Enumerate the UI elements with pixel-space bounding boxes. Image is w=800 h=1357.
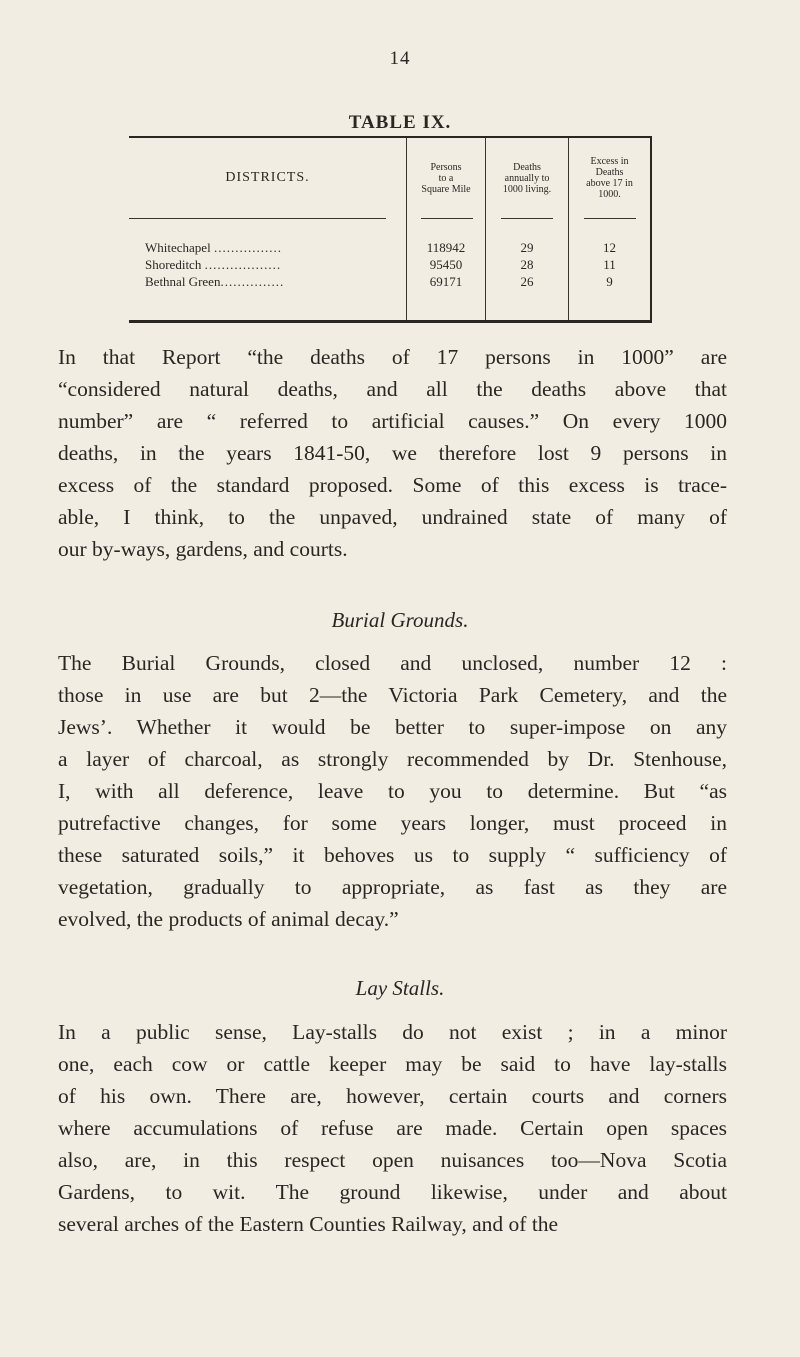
- header-excess: [569, 138, 650, 218]
- header-excess-line: Excess in: [590, 156, 629, 167]
- text-line: “considered natural deaths, and all the deaths above that: [58, 377, 727, 401]
- paragraph-burial-grounds: [58, 647, 727, 935]
- text-line: evolved, the products of animal decay.”: [58, 907, 399, 931]
- text-line: number” are “ referred to artificial causes.” On every 1000: [58, 409, 727, 433]
- district-name: Shoreditch: [145, 257, 202, 272]
- excess-cell: 9: [606, 274, 613, 289]
- excess-cell: 11: [603, 257, 616, 272]
- section-heading-lay-stalls: Lay Stalls.: [355, 976, 445, 1000]
- table-row: [129, 257, 650, 274]
- header-rule: [501, 218, 553, 219]
- text-line: where accumulations of refuse are made. Certain open spaces: [58, 1116, 727, 1140]
- header-rule: [129, 218, 386, 219]
- table-row: [129, 274, 650, 291]
- table-title: TABLE IX.: [348, 112, 452, 133]
- district-name: Whitechapel: [145, 240, 211, 255]
- header-deaths-line: annually to: [504, 172, 550, 184]
- statistics-table: [129, 136, 652, 323]
- table-row: [129, 240, 650, 257]
- text-line: these saturated soils,” it behoves us to supply “ sufficiency of: [58, 843, 727, 867]
- header-excess-line: Deaths: [595, 167, 624, 178]
- header-deaths: [486, 138, 568, 218]
- dot-leader: ..................: [204, 257, 282, 272]
- excess-cell: 12: [603, 240, 616, 255]
- text-line: I, with all deference, leave to you to determine. But “as: [58, 779, 727, 803]
- text-line: one, each cow or cattle keeper may be said to have lay-stalls: [58, 1052, 727, 1076]
- text-line: able, I think, to the unpaved, undrained state of many of: [58, 505, 727, 529]
- text-line: several arches of the Eastern Counties Railway, and of the: [58, 1212, 559, 1236]
- header-rule: [421, 218, 473, 219]
- persons-cell: 118942: [426, 240, 466, 255]
- paragraph-report: [58, 341, 727, 565]
- header-excess-line: 1000.: [598, 189, 621, 200]
- deaths-cell: 28: [520, 257, 534, 272]
- text-line: of his own. There are, however, certain courts and corners: [58, 1084, 727, 1108]
- header-excess-line: above 17 in: [586, 178, 633, 189]
- header-persons: [407, 138, 485, 218]
- header-persons-line: to a: [438, 172, 454, 184]
- header-persons-line: Persons: [430, 161, 462, 173]
- text-line: also, are, in this respect open nuisances too—Nova Scotia: [58, 1148, 727, 1172]
- text-line: vegetation, gradually to appropriate, as fast as they are: [58, 875, 727, 899]
- text-line: deaths, in the years 1841-50, we therefore lost 9 persons in: [58, 441, 727, 465]
- text-line: putrefactive changes, for some years longer, must proceed in: [58, 811, 727, 835]
- persons-cell: 69171: [429, 274, 463, 289]
- header-deaths-line: Deaths: [513, 161, 541, 173]
- page-number: 14: [389, 48, 411, 69]
- deaths-cell: 29: [520, 240, 534, 255]
- district-name: Bethnal Green: [145, 274, 221, 289]
- district-cell: [145, 257, 395, 273]
- text-line: those in use are but 2—the Victoria Park Cemetery, and the: [58, 683, 727, 707]
- section-heading-burial-grounds: Burial Grounds.: [331, 608, 469, 632]
- dot-leader: ................: [213, 240, 282, 255]
- text-line: a layer of charcoal, as strongly recommended by Dr. Stenhouse,: [58, 747, 727, 771]
- dot-leader: ...............: [220, 274, 285, 289]
- paragraph-lay-stalls: [58, 1016, 727, 1240]
- district-cell: [145, 240, 395, 256]
- text-line: Gardens, to wit. The ground likewise, under and about: [58, 1180, 727, 1204]
- text-line: Jews’. Whether it would be better to super-impose on any: [58, 715, 727, 739]
- persons-cell: 95450: [429, 257, 463, 272]
- header-districts: DISTRICTS.: [225, 170, 310, 185]
- deaths-cell: 26: [520, 274, 534, 289]
- header-persons-line: Square Mile: [421, 183, 471, 195]
- district-cell: [145, 274, 395, 290]
- text-line: our by-ways, gardens, and courts.: [58, 537, 348, 561]
- text-line: excess of the standard proposed. Some of this excess is trace-: [58, 473, 727, 497]
- header-rule: [584, 218, 636, 219]
- text-line: In a public sense, Lay-stalls do not exist ; in a minor: [58, 1020, 727, 1044]
- text-line: In that Report “the deaths of 17 persons in 1000” are: [58, 345, 727, 369]
- header-deaths-line: 1000 living.: [502, 183, 552, 195]
- text-line: The Burial Grounds, closed and unclosed, number 12 :: [58, 651, 727, 675]
